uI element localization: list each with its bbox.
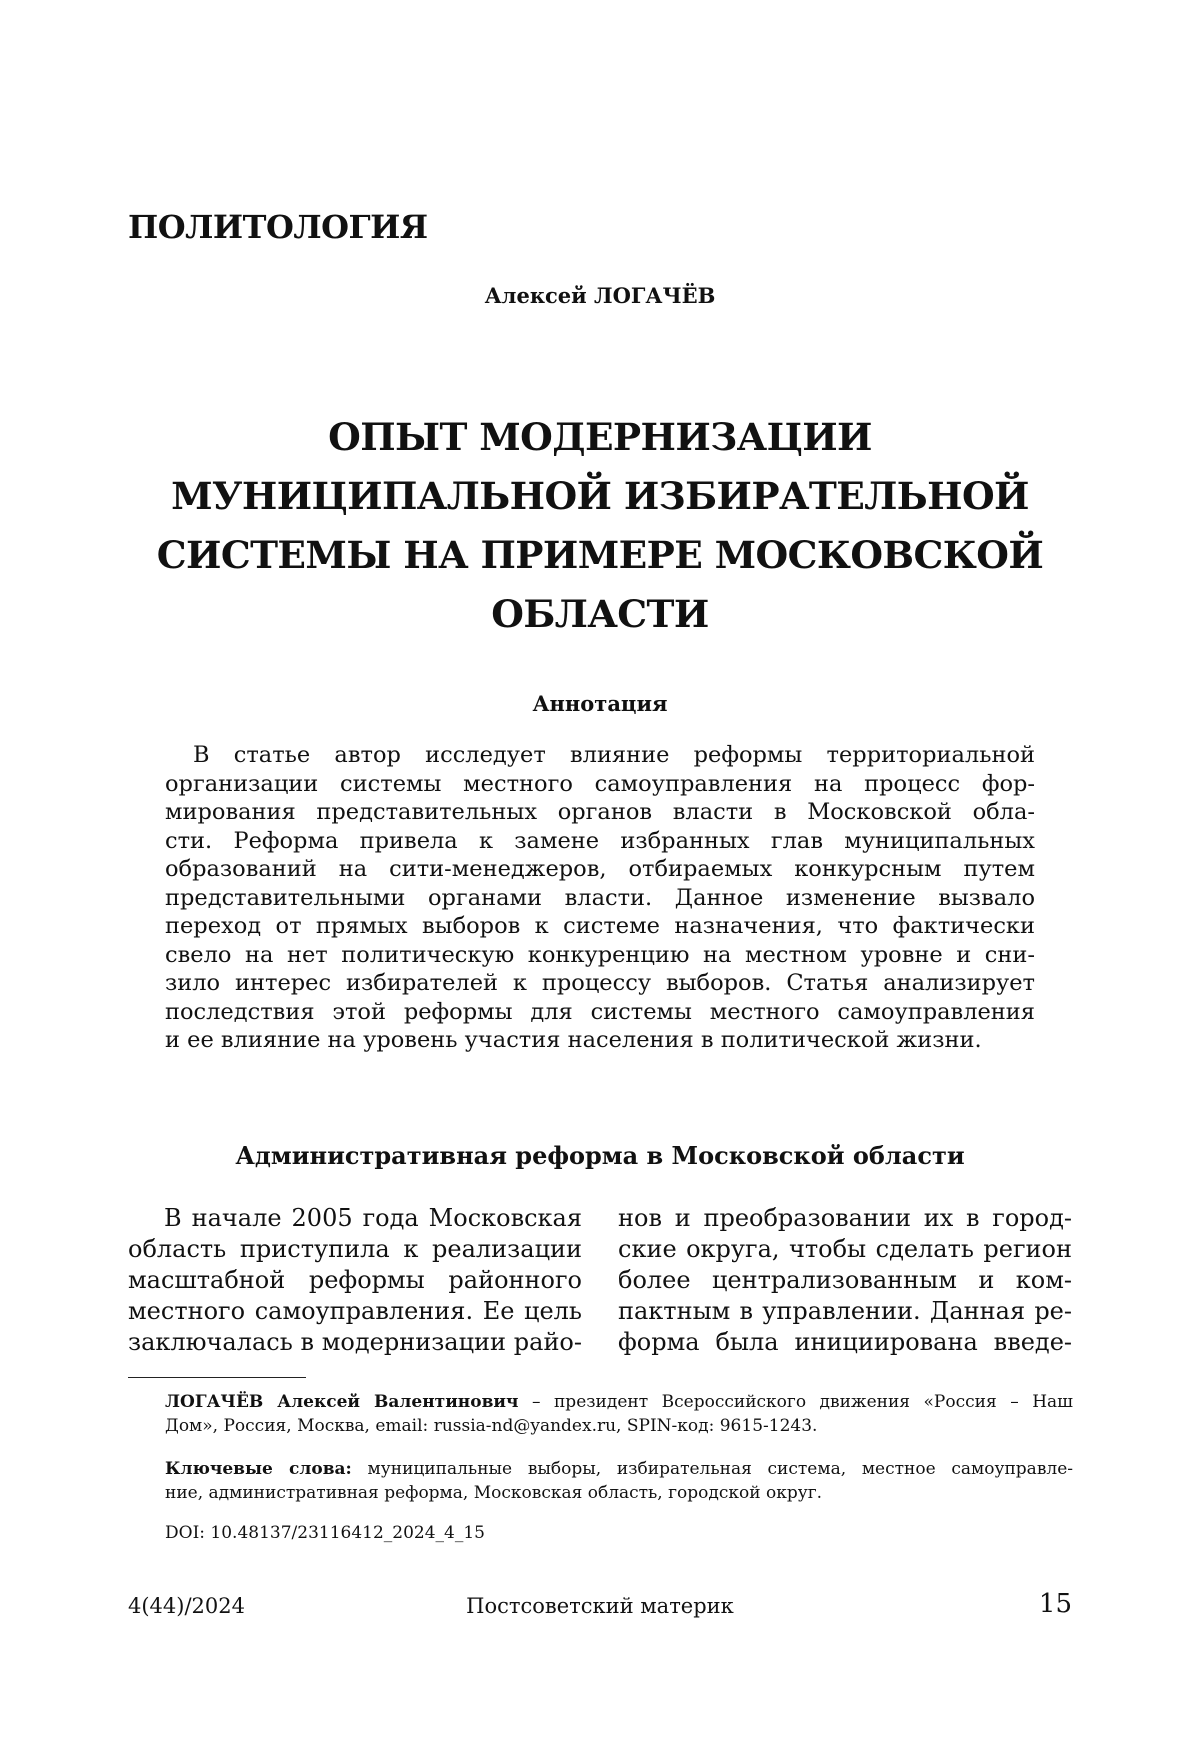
abstract-line: и ее влияние на уровень участия населения в политической жизни. <box>165 1026 1035 1055</box>
author-name: Алексей ЛОГАЧЁВ <box>0 283 1200 308</box>
body-column-right <box>618 1203 1072 1358</box>
footnote-divider <box>128 1377 306 1378</box>
footer-journal: Постсоветский материк <box>0 1594 1200 1618</box>
section-heading: ПОЛИТОЛОГИЯ <box>128 208 428 246</box>
footer-issue: 4(44)/2024 <box>128 1594 245 1618</box>
body-line: местного самоуправления. Ее цель <box>128 1296 582 1327</box>
body-line: масштабной реформы районного <box>128 1265 582 1296</box>
footnote-author-name: ЛОГАЧЁВ Алексей Валентинович <box>165 1392 518 1412</box>
body-line: пактным в управлении. Данная ре- <box>618 1296 1072 1327</box>
body-line: форма была инициирована введе- <box>618 1327 1072 1358</box>
page-number: 15 <box>1039 1589 1072 1619</box>
abstract-line: образований на сити-менеджеров, отбираемых конкурсным путем <box>165 855 1035 884</box>
title-line: МУНИЦИПАЛЬНОЙ ИЗБИРАТЕЛЬНОЙ <box>100 467 1100 526</box>
body-line: ские округа, чтобы сделать регион <box>618 1234 1072 1265</box>
abstract-line: свело на нет политическую конкуренцию на местном уровне и сни- <box>165 941 1035 970</box>
footnote-line <box>165 1457 1073 1481</box>
abstract-line: последствия этой реформы для системы местного самоуправления <box>165 998 1035 1027</box>
abstract-line: мирования представительных органов власти в Московской обла- <box>165 798 1035 827</box>
abstract-line: переход от прямых выборов к системе назначения, что фактически <box>165 912 1035 941</box>
footnote-keywords <box>165 1457 1073 1505</box>
footnote-doi <box>165 1521 1073 1545</box>
abstract-line: представительными органами власти. Данное изменение вызвало <box>165 884 1035 913</box>
abstract-line: В статье автор исследует влияние реформы территориальной <box>165 741 1035 770</box>
body-line: заключалась в модернизации райо- <box>128 1327 582 1358</box>
body-line: область приступила к реализации <box>128 1234 582 1265</box>
abstract-heading: Аннотация <box>0 691 1200 716</box>
footnote-line <box>165 1390 1073 1414</box>
title-line: ОПЫТ МОДЕРНИЗАЦИИ <box>100 408 1100 467</box>
title-line: СИСТЕМЫ НА ПРИМЕРЕ МОСКОВСКОЙ <box>100 526 1100 585</box>
abstract-line: сти. Реформа привела к замене избранных глав муниципальных <box>165 827 1035 856</box>
section-subheading: Административная реформа в Московской области <box>0 1141 1200 1170</box>
body-line: более централизованным и ком- <box>618 1265 1072 1296</box>
keywords-text: муниципальные выборы, избирательная система, местное самоуправле- <box>352 1459 1073 1479</box>
article-title <box>100 408 1100 644</box>
abstract-text <box>165 741 1035 1055</box>
title-line: ОБЛАСТИ <box>100 585 1100 644</box>
body-line: нов и преобразовании их в город- <box>618 1203 1072 1234</box>
abstract-line: зило интерес избирателей к процессу выборов. Статья анализирует <box>165 969 1035 998</box>
keywords-label: Ключевые слова: <box>165 1459 352 1479</box>
doi-text: DOI: 10.48137/23116412_2024_4_15 <box>165 1521 1073 1545</box>
footnote-line: ние, административная реформа, Московская область, городской округ. <box>165 1481 1073 1505</box>
body-line: В начале 2005 года Московская <box>128 1203 582 1234</box>
footnote-author <box>165 1390 1073 1438</box>
footnote-line: Дом», Россия, Москва, email: russia-nd@yandex.ru, SPIN-код: 9615-1243. <box>165 1414 1073 1438</box>
footnote-author-text: – президент Всероссийского движения «Россия – Наш <box>518 1392 1073 1412</box>
body-column-left <box>128 1203 582 1358</box>
abstract-line: организации системы местного самоуправления на процесс фор- <box>165 770 1035 799</box>
